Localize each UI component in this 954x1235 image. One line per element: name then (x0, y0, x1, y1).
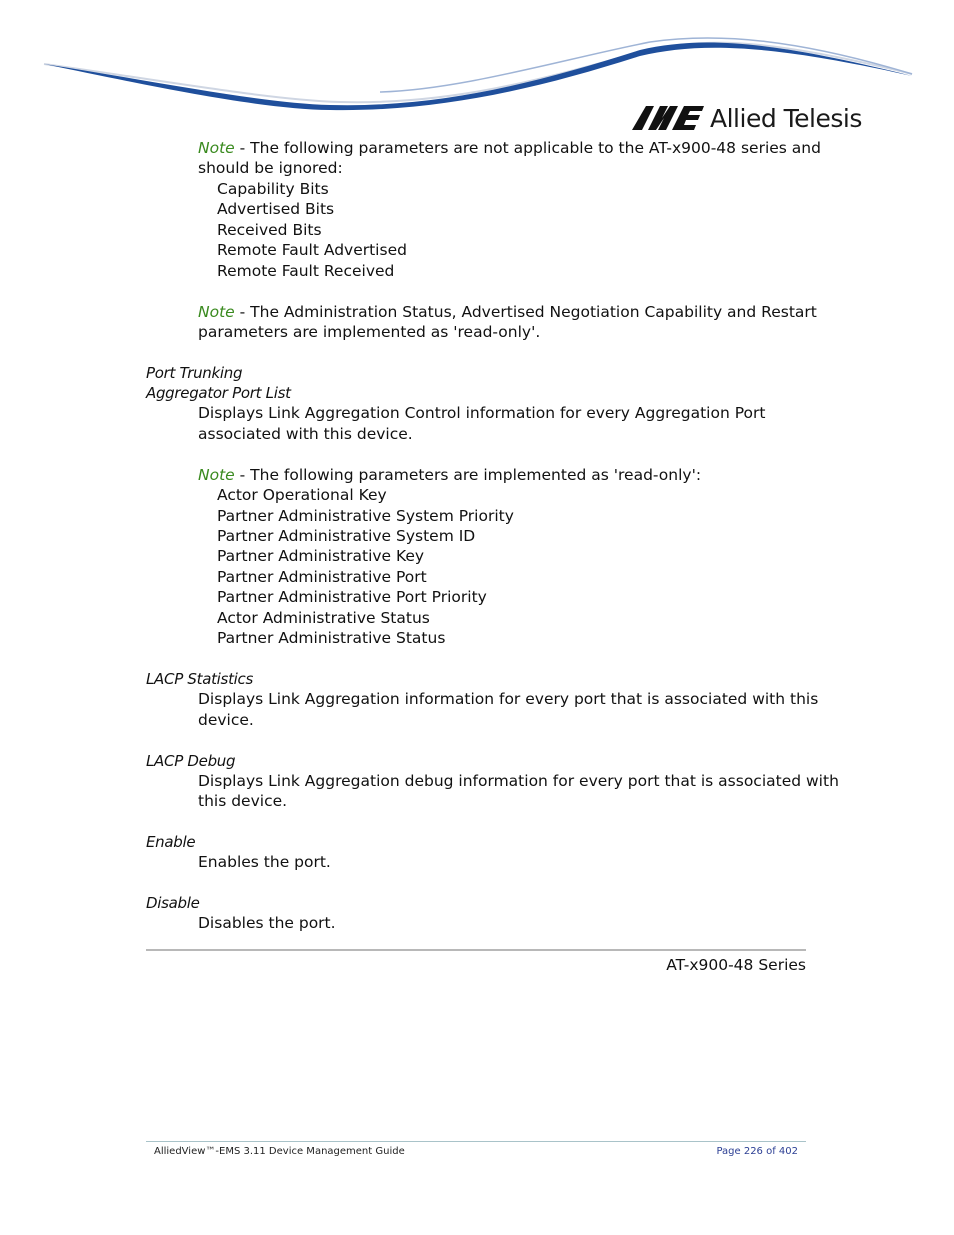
list-item: Partner Administrative Key (217, 547, 425, 565)
logo-text: Allied Telesis (710, 103, 862, 133)
section-text: Displays Link Aggregation debug information for every port that is associated with (198, 772, 839, 790)
list-item: Remote Fault Received (217, 262, 395, 280)
section-text: Disables the port. (198, 914, 336, 932)
note2-line2: parameters are implemented as 'read-only'. (198, 323, 541, 341)
list-item: Actor Operational Key (217, 486, 387, 504)
list-item: Capability Bits (217, 180, 329, 198)
note-text: - The following parameters are not applicable to the AT-x900-48 series and (234, 139, 821, 157)
list-item: Partner Administrative System ID (217, 527, 476, 545)
note-label: Note (198, 303, 235, 321)
page-number: Page 226 of 402 (716, 1146, 798, 1157)
section-text: Displays Link Aggregation Control information for every Aggregation Port (198, 404, 766, 422)
list-item: Received Bits (217, 221, 322, 239)
section-text: this device. (198, 792, 288, 810)
section-heading: Disable (146, 894, 200, 912)
note-text: - The Administration Status, Advertised Negotiation Capability and Restart (234, 303, 817, 321)
list-item: Partner Administrative Port (217, 568, 427, 586)
note-label: Note (198, 466, 235, 484)
footer-divider (146, 1141, 806, 1142)
note1-line2: should be ignored: (198, 159, 343, 177)
section-subheading: Aggregator Port List (146, 384, 291, 402)
section-text: device. (198, 711, 254, 729)
series-label: AT-x900-48 Series (666, 956, 806, 974)
section-heading: LACP Debug (146, 752, 236, 770)
note2-line1 (198, 302, 817, 322)
section-text: associated with this device. (198, 425, 413, 443)
allied-telesis-logo-icon (632, 104, 708, 132)
section-text: Displays Link Aggregation information for every port that is associated with this (198, 690, 819, 708)
section-heading: Port Trunking (146, 364, 243, 382)
note3-line1 (198, 465, 701, 485)
list-item: Remote Fault Advertised (217, 241, 407, 259)
section-divider (146, 949, 806, 951)
note-text: - The following parameters are implemented as 'read-only': (234, 466, 702, 484)
list-item: Partner Administrative Port Priority (217, 588, 487, 606)
list-item: Partner Administrative System Priority (217, 507, 514, 525)
section-text: Enables the port. (198, 853, 331, 871)
list-item: Partner Administrative Status (217, 629, 446, 647)
note-label: Note (198, 139, 235, 157)
list-item: Advertised Bits (217, 200, 335, 218)
section-heading: Enable (146, 833, 196, 851)
section-heading: LACP Statistics (146, 670, 253, 688)
footer-title: AlliedView™-EMS 3.11 Device Management Guide (154, 1146, 405, 1157)
allied-telesis-logo (632, 100, 862, 136)
note1-line1 (198, 138, 821, 158)
list-item: Actor Administrative Status (217, 609, 430, 627)
